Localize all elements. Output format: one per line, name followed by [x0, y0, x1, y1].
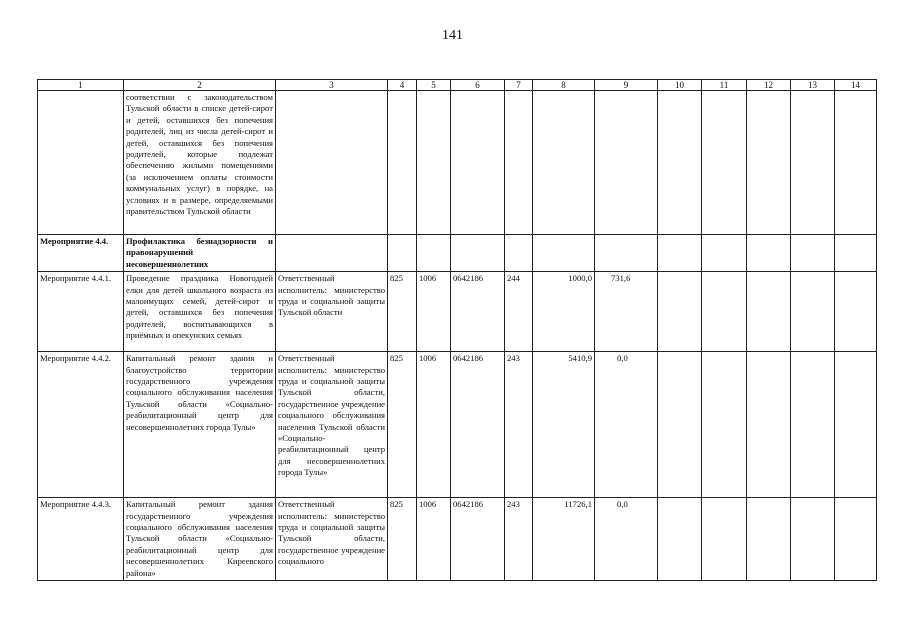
section-code: 1006 — [417, 498, 451, 581]
empty-cell — [658, 498, 702, 581]
page-number: 141 — [442, 28, 463, 43]
amount-actual — [595, 235, 658, 272]
empty-cell — [791, 498, 835, 581]
program-table — [37, 79, 877, 581]
empty-cell — [835, 498, 877, 581]
empty-cell — [702, 272, 747, 352]
col-header: 9 — [595, 80, 658, 91]
event-description: Проведение праздника Новогодней елки для детей школьного возраста из малоимущих семей, детей-сирот и детей, оставшихся без попечения родителей, воспитывающихся в приёмных и опекунских семьях — [124, 272, 276, 352]
empty-cell — [658, 352, 702, 498]
empty-cell — [702, 91, 747, 235]
amount-actual: 0,0 — [595, 498, 658, 581]
event-code: Мероприятие 4.4.3. — [38, 498, 124, 581]
expense-type — [505, 91, 533, 235]
event-code: Мероприятие 4.4.1. — [38, 272, 124, 352]
expense-type — [505, 235, 533, 272]
amount-plan: 1000,0 — [533, 272, 595, 352]
column-number-row — [38, 80, 877, 91]
col-header: 4 — [388, 80, 417, 91]
table-row — [38, 272, 877, 352]
empty-cell — [658, 91, 702, 235]
empty-cell — [835, 91, 877, 235]
col-header: 14 — [835, 80, 877, 91]
empty-cell — [791, 272, 835, 352]
table-row — [38, 91, 877, 235]
col-header: 8 — [533, 80, 595, 91]
expense-type: 243 — [505, 352, 533, 498]
col-header: 6 — [451, 80, 505, 91]
target-code: 0642186 — [451, 498, 505, 581]
empty-cell — [747, 352, 791, 498]
target-code: 0642186 — [451, 352, 505, 498]
empty-cell — [835, 272, 877, 352]
section-code: 1006 — [417, 352, 451, 498]
grbs-code: 825 — [388, 272, 417, 352]
event-description: соответствии с законодательством Тульской области в списке детей-сирот и детей, оставшихся без попечения родителей, лиц из числа детей-сирот и детей, оставшихся без попечения родителей, которые подлежат обеспечению жилыми помещениями (за исключением оплаты стоимости коммунальных услуг) в порядке, на условиях и в размере, определяемыми правительством Тульской области — [124, 91, 276, 235]
grbs-code: 825 — [388, 498, 417, 581]
event-description: Капитальный ремонт здания и благоустройство территории государственного учреждения социального обслуживания населения Тульской области «Социально-реабилитационный центр для несовершеннолетних города Тулы» — [124, 352, 276, 498]
amount-plan — [533, 235, 595, 272]
section-code — [417, 235, 451, 272]
col-header: 7 — [505, 80, 533, 91]
col-header: 1 — [38, 80, 124, 91]
col-header: 12 — [747, 80, 791, 91]
executor: Ответственный исполнитель: министерство труда и социальной защиты Тульской области, государственное учреждение социального — [276, 498, 388, 581]
section-code — [417, 91, 451, 235]
empty-cell — [791, 352, 835, 498]
empty-cell — [835, 235, 877, 272]
executor — [276, 91, 388, 235]
col-header: 3 — [276, 80, 388, 91]
empty-cell — [658, 235, 702, 272]
event-code — [38, 91, 124, 235]
event-code: Мероприятие 4.4.2. — [38, 352, 124, 498]
table-row — [38, 352, 877, 498]
amount-plan: 11726,1 — [533, 498, 595, 581]
target-code — [451, 235, 505, 272]
col-header: 2 — [124, 80, 276, 91]
expense-type: 244 — [505, 272, 533, 352]
empty-cell — [702, 498, 747, 581]
amount-actual — [595, 91, 658, 235]
grbs-code — [388, 235, 417, 272]
executor: Ответственный исполнитель: министерство труда и социальной защиты Тульской области — [276, 272, 388, 352]
grbs-code — [388, 91, 417, 235]
empty-cell — [791, 235, 835, 272]
event-description: Капитальный ремонт здания государственного учреждения социального обслуживания населения Тульской области «Социально-реабилитационный центр для несовершеннолетних Киреевского района» — [124, 498, 276, 581]
col-header: 13 — [791, 80, 835, 91]
table-row — [38, 235, 877, 272]
table-row — [38, 498, 877, 581]
section-code: 1006 — [417, 272, 451, 352]
event-description: Профилактика безнадзорности и правонарушений несовершеннолетних — [124, 235, 276, 272]
event-code: Мероприятие 4.4. — [38, 235, 124, 272]
empty-cell — [835, 352, 877, 498]
empty-cell — [702, 235, 747, 272]
grbs-code: 825 — [388, 352, 417, 498]
empty-cell — [747, 272, 791, 352]
empty-cell — [702, 352, 747, 498]
executor — [276, 235, 388, 272]
executor: Ответственный исполнитель: министерство труда и социальной защиты Тульской области, государственное учреждение социального обслуживания населения Тульской области «Социально-реабилитационный центр для несовершеннолетних города Тулы» — [276, 352, 388, 498]
col-header: 10 — [658, 80, 702, 91]
empty-cell — [658, 272, 702, 352]
col-header: 11 — [702, 80, 747, 91]
amount-actual: 731,6 — [595, 272, 658, 352]
target-code: 0642186 — [451, 272, 505, 352]
target-code — [451, 91, 505, 235]
empty-cell — [791, 91, 835, 235]
amount-plan: 5410,9 — [533, 352, 595, 498]
empty-cell — [747, 235, 791, 272]
expense-type: 243 — [505, 498, 533, 581]
amount-plan — [533, 91, 595, 235]
empty-cell — [747, 91, 791, 235]
col-header: 5 — [417, 80, 451, 91]
amount-actual: 0,0 — [595, 352, 658, 498]
empty-cell — [747, 498, 791, 581]
